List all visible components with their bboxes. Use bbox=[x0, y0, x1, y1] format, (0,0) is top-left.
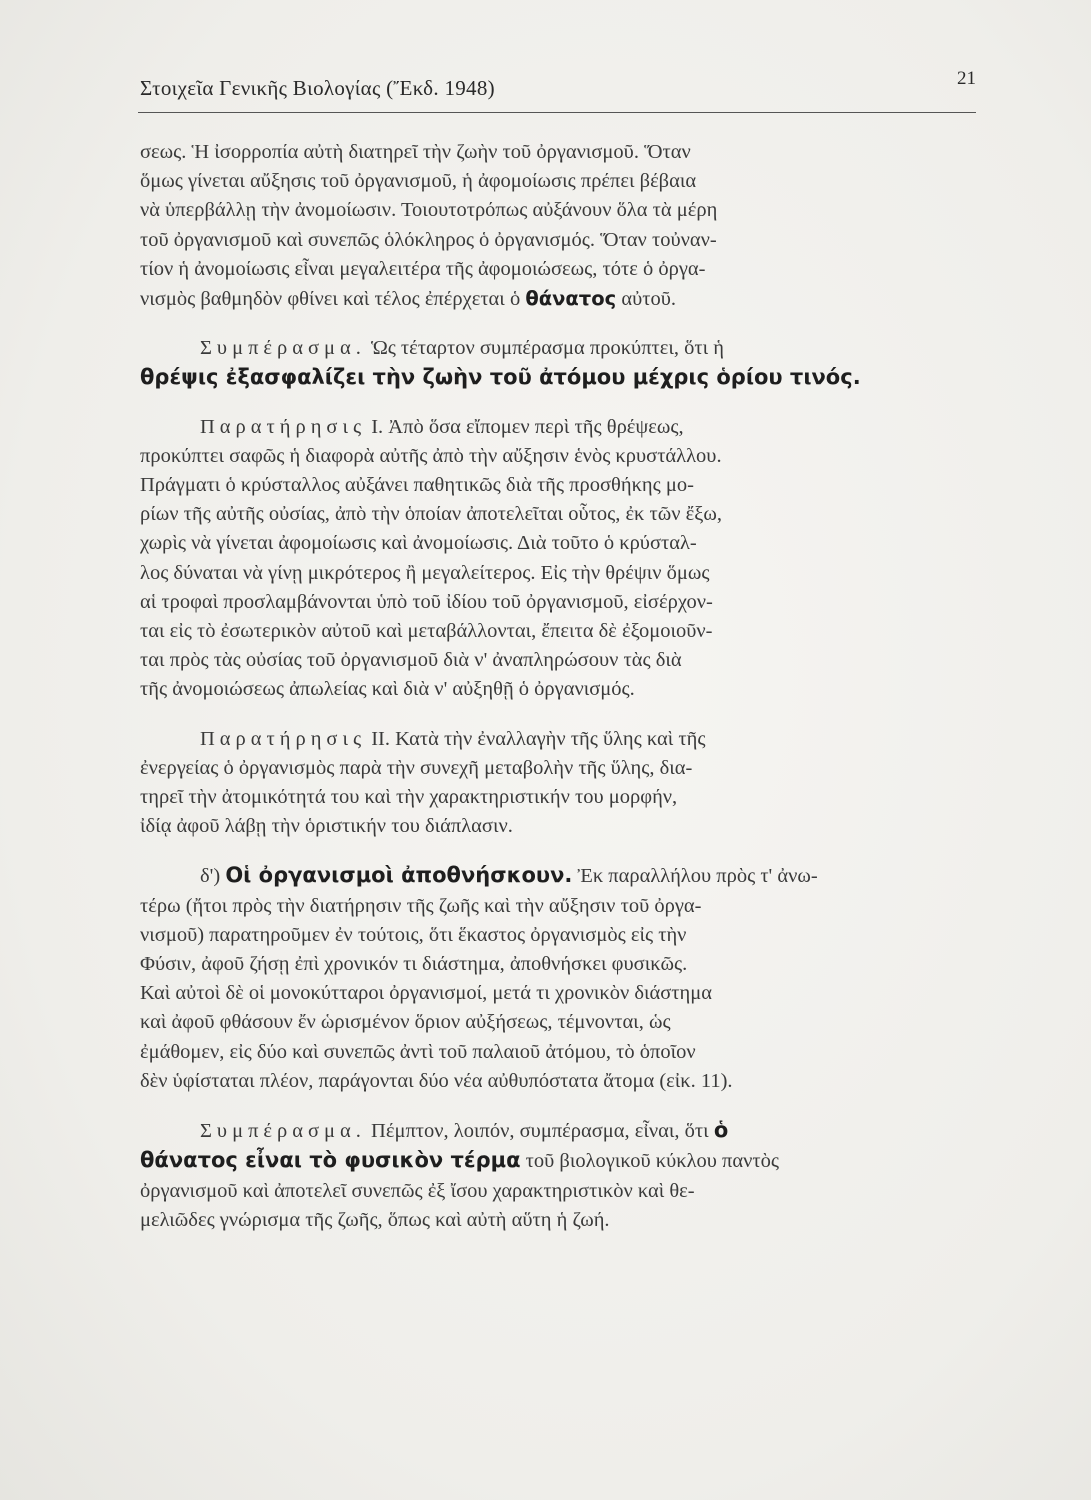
text-line: Καὶ αὐτοὶ δὲ οἱ μονοκύτταροι ὀργανισμοί, μετά τι χρονικὸν διάστημα bbox=[140, 982, 712, 1005]
text-line bbox=[140, 334, 1008, 363]
text-fragment: Ἐκ παραλλήλου πρὸς τ' ἀνω- bbox=[577, 865, 818, 888]
text-line: τίον ἡ ἀνομοίωσις εἶναι μεγαλειτέρα τῆς ἀφομοιώσεως, τότε ὁ ὀργα- bbox=[140, 257, 706, 280]
text-line: τέρω (ἤτοι πρὸς τὴν διατήρησιν τῆς ζωῆς καὶ τὴν αὔξησιν τοῦ ὀργα- bbox=[140, 894, 702, 917]
text-line: προκύπτει σαφῶς ἡ διαφορὰ αὐτῆς ἀπὸ τὴν αὔξησιν ἑνὸς κρυστάλλου. bbox=[140, 444, 722, 467]
text-line: ὀργανισμοῦ καὶ ἀποτελεῖ συνεπῶς ἐξ ἴσου χαρακτηριστικὸν καὶ θε- bbox=[140, 1179, 695, 1202]
text-fragment: Ὡς τέταρτον συμπέρασμα προκύπτει, ὅτι ἡ bbox=[371, 337, 725, 360]
paragraph-remark-2 bbox=[140, 725, 1008, 842]
text-line: λος δύναται νὰ γίνῃ μικρότερος ἢ μεγαλείτερος. Εἰς τὴν θρέψιν ὅμως bbox=[140, 561, 710, 584]
text-line: χωρὶς νὰ γίνεται ἀφομοίωσις καὶ ἀνομοίωσις. Διὰ τοῦτο ὁ κρύσταλ- bbox=[140, 532, 697, 555]
text-line: Πράγματι ὁ κρύσταλλος αὐξάνει παθητικῶς διὰ τῆς προσθήκης μο- bbox=[140, 474, 694, 497]
remark-label: Παρατήρησις bbox=[200, 727, 367, 750]
emphasis-natural-end: θάνατος εἶναι τὸ φυσικὸν τέρμα bbox=[140, 1148, 521, 1173]
text-fragment: τοῦ βιολογικοῦ κύκλου παντὸς bbox=[525, 1150, 780, 1173]
emphasis-article: ὁ bbox=[713, 1118, 729, 1143]
text-fragment: Πέμπτον, λοιπόν, συμπέρασμα, εἶναι, ὅτι bbox=[371, 1120, 709, 1143]
header-rule bbox=[138, 112, 976, 113]
text-line: τηρεῖ τὴν ἀτομικότητά του καὶ τὴν χαρακτηριστικήν του μορφήν, bbox=[140, 786, 678, 809]
text-line: Φύσιν, ἀφοῦ ζήσῃ ἐπὶ χρονικόν τι διάστημα, ἀποθνήσκει φυσικῶς. bbox=[140, 953, 688, 976]
text-fragment: ΙΙ. Κατὰ τὴν ἐναλλαγὴν τῆς ὕλης καὶ τῆς bbox=[371, 727, 706, 750]
text-line bbox=[140, 1146, 1008, 1176]
text-line: σεως. Ἡ ἰσορροπία αὐτὴ διατηρεῖ τὴν ζωὴν τοῦ ὀργανισμοῦ. Ὅταν bbox=[140, 141, 691, 163]
text-line: ρίων τῆς αὐτῆς οὐσίας, ἀπὸ τὴν ὁποίαν ἀποτελεῖται οὗτος, ἐκ τῶν ἔξω, bbox=[140, 503, 722, 526]
text-line: καὶ ἀφοῦ φθάσουν ἔν ὡρισμένον ὅριον αὐξήσεως, τέμνονται, ὡς bbox=[140, 1011, 671, 1034]
text-line bbox=[140, 413, 1008, 442]
paragraph-conclusion-5 bbox=[140, 1116, 1008, 1235]
section-label: δ') bbox=[200, 865, 221, 888]
paragraph-assimilation bbox=[140, 138, 1008, 314]
text-line: ται πρὸς τὰς οὐσίας τοῦ ὀργανισμοῦ διὰ ν' ἀναπληρώσουν τὰς διὰ bbox=[140, 649, 682, 672]
paragraph-organisms-die bbox=[140, 861, 1008, 1096]
text-line: μελιῶδες γνώρισμα τῆς ζωῆς, ὅπως καὶ αὐτὴ αὕτη ἡ ζωή. bbox=[140, 1208, 610, 1231]
body-text bbox=[140, 138, 1008, 1255]
conclusion-label: Συμπέρασμα. bbox=[200, 1120, 366, 1143]
text-line: ἰδίᾳ ἀφοῦ λάβῃ τὴν ὁριστικήν του διάπλασιν. bbox=[140, 815, 513, 838]
text-line: νισμοῦ) παρατηροῦμεν ἐν τούτοις, ὅτι ἕκαστος ὀργανισμὸς εἰς τὴν bbox=[140, 923, 687, 946]
text-line: αἱ τροφαὶ προσλαμβάνονται ὑπὸ τοῦ ἰδίου τοῦ ὀργανισμοῦ, εἰσέρχον- bbox=[140, 590, 713, 613]
text-line bbox=[140, 1116, 1008, 1146]
text-line: δὲν ὑφίσταται πλέον, παράγονται δύο νέα αὐθυπόστατα ἄτομα (εἰκ. 11). bbox=[140, 1069, 733, 1092]
text-line: ται εἰς τὸ ἐσωτερικὸν αὐτοῦ καὶ μεταβάλλονται, ἔπειτα δὲ ἐξομοιοῦν- bbox=[140, 620, 713, 643]
text-line: ἐμάθομεν, εἰς δύο καὶ συνεπῶς ἀντὶ τοῦ παλαιοῦ ἀτόμου, τὸ ὁποῖον bbox=[140, 1040, 696, 1063]
paragraph-remark-1 bbox=[140, 413, 1008, 705]
text-line bbox=[140, 284, 1008, 314]
emphasis-nutrition: θρέψις ἐξασφαλίζει τὴν ζωὴν τοῦ ἀτόμου μέχρις ὁρίου τινός. bbox=[140, 365, 861, 390]
text-line bbox=[140, 725, 1008, 754]
text-line: νὰ ὑπερβάλλῃ τὴν ἀνομοίωσιν. Τοιουτοτρόπως αὐξάνουν ὅλα τὰ μέρη bbox=[140, 199, 718, 222]
text-fragment: νισμὸς βαθμηδὸν φθίνει καὶ τέλος ἐπέρχεται ὁ bbox=[140, 288, 521, 311]
text-line: ὅμως γίνεται αὔξησις τοῦ ὀργανισμοῦ, ἡ ἀφομοίωσις πρέπει βέβαια bbox=[140, 170, 697, 193]
page-number: 21 bbox=[957, 68, 976, 89]
conclusion-label: Συμπέρασμα. bbox=[200, 337, 366, 360]
section-heading: Οἱ ὀργανισμοὶ ἀποθνήσκουν. bbox=[225, 863, 573, 888]
text-fragment: αὐτοῦ. bbox=[621, 288, 676, 311]
page-header bbox=[140, 68, 980, 104]
paragraph-conclusion-4 bbox=[140, 334, 1008, 392]
emphasis-death: θάνατος bbox=[525, 287, 617, 311]
text-fragment: Ι. Ἀπὸ ὅσα εἴπομεν περὶ τῆς θρέψεως, bbox=[371, 415, 684, 438]
text-line: ἐνεργείας ὁ ὀργανισμὸς παρὰ τὴν συνεχῆ μεταβολὴν τῆς ὕλης, δια- bbox=[140, 756, 693, 779]
remark-label: Παρατήρησις bbox=[200, 415, 367, 438]
text-line: τοῦ ὀργανισμοῦ καὶ συνεπῶς ὁλόκληρος ὁ ὀργανισμός. Ὅταν τοὐναν- bbox=[140, 228, 717, 251]
running-title: Στοιχεῖα Γενικῆς Βιολογίας (Ἔκδ. 1948) bbox=[140, 76, 495, 100]
text-line: τῆς ἀνομοιώσεως ἀπωλείας καὶ διὰ ν' αὐξηθῇ ὁ ὀργανισμός. bbox=[140, 678, 635, 701]
text-line bbox=[140, 861, 1008, 891]
